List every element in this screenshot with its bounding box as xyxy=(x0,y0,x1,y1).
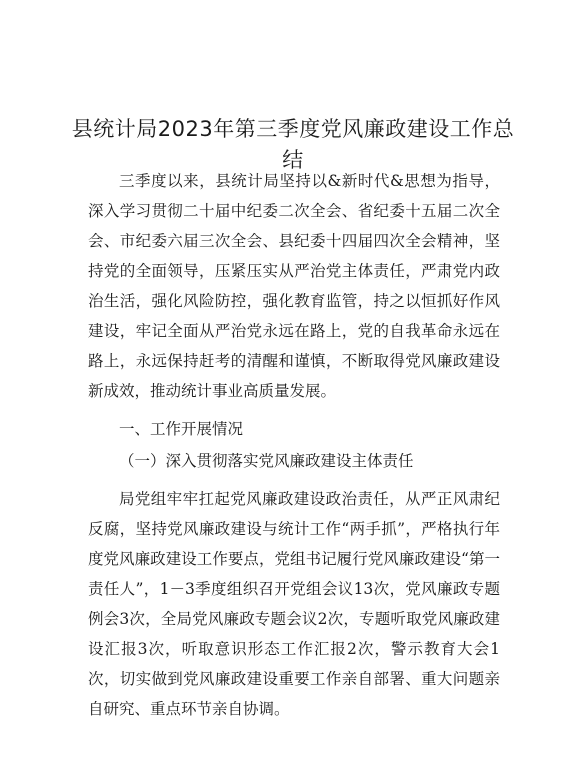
intro-paragraph: 三季度以来，县统计局坚持以&新时代&思想为指导，深入学习贯彻二十届中纪委二次全会、省纪委十五届二次全会、市纪委六届三次全会、县纪委十四届四次全会精神，坚持党的全面领导，压紧压实从严治党主体责任，严肃党内政治生活，强化风险防控，强化教育监管，持之以恒抓好作风建设，牢记全面从严治党永远在路上，党的自我革命永远在路上，永远保持赶考的清醒和谨慎，不断取得党风廉政建设新成效，推动统计事业高质量发展。 xyxy=(88,172,500,400)
section-paragraph: 局党组牢牢扛起党风廉政建设政治责任，从严正风肃纪反腐，坚持党风廉政建设与统计工作“两手抓”，严格执行年度党风廉政建设工作要点，党组书记履行党风廉政建设“第一责任人”，1－3季度组织召开党组会议13次，党风廉政专题例会3次，全局党风廉政专题会议2次，专题听取党风廉政建设汇报3次，听取意识形态工作汇报2次，警示教育大会1次，切实做到党风廉政建设重要工作亲自部署、重大问题亲自研究、重点环节亲自协调。 xyxy=(88,490,500,718)
subsection-heading: （一）深入贯彻落实党风廉政建设主体责任 xyxy=(119,452,414,470)
section-heading: 一、工作开展情况 xyxy=(119,420,244,438)
document-body xyxy=(88,166,500,724)
document-title: 县统计局2023年第三季度党风廉政建设工作总结 xyxy=(71,117,515,173)
